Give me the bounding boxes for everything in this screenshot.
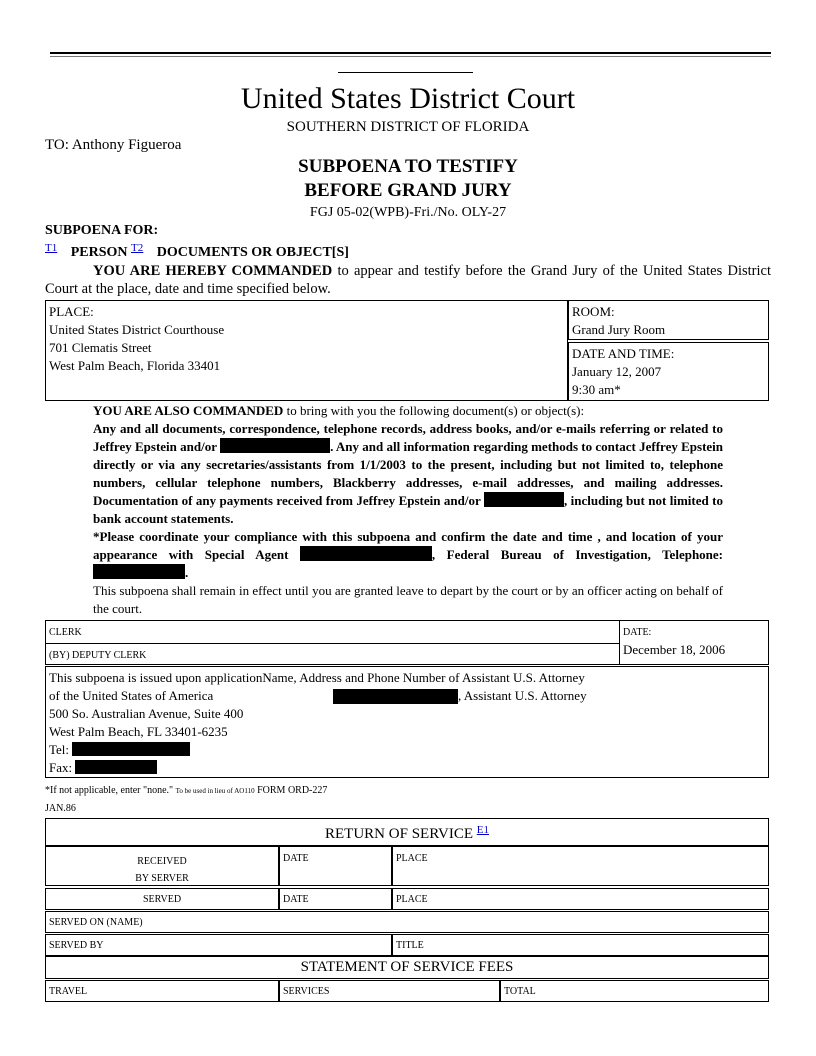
effect-paragraph: This subpoena shall remain in effect until you are granted leave to depart by the court or by an officer acting on behalf of the court.	[93, 583, 723, 616]
service-fees-title: STATEMENT OF SERVICE FEES	[300, 959, 514, 975]
services-cell	[279, 980, 500, 1002]
title-label: TITLE	[396, 940, 424, 951]
form-date: JAN.86	[45, 803, 76, 814]
served-date-cell	[279, 888, 392, 910]
redaction-attorney-name	[333, 689, 458, 704]
attorney-line4: West Palm Beach, FL 33401-6235	[49, 724, 228, 739]
footnote-none: *If not applicable, enter "none."	[45, 785, 174, 796]
footnote-link-e1[interactable]: E1	[476, 824, 489, 836]
command-lead: YOU ARE HEREBY COMMANDED	[93, 263, 333, 279]
served-by-cell	[45, 934, 392, 956]
also-commanded-rest: to bring with you the following document(s) or object(s):	[283, 403, 585, 418]
fax-label: Fax:	[49, 760, 73, 775]
deputy-clerk-box	[45, 643, 620, 665]
served-on-label: SERVED ON (NAME)	[49, 917, 143, 928]
datetime-date: January 12, 2007	[572, 364, 662, 379]
form-footnote	[45, 785, 327, 796]
request-text-3: , including but not limited to bank account statements.	[93, 493, 723, 526]
also-commanded-bold: YOU ARE ALSO COMMANDED	[93, 403, 284, 418]
total-label: TOTAL	[504, 986, 536, 997]
tel-label: Tel:	[49, 742, 70, 757]
attorney-line2	[49, 687, 765, 705]
district-name: SOUTHERN DISTRICT OF FLORIDA	[286, 119, 530, 135]
received-cell	[45, 846, 279, 886]
place-line3: West Palm Beach, Florida 33401	[49, 358, 221, 373]
request-text-2: . Any and all information regarding methods to contact Jeffrey Epstein directly or via any secretaries/assistants from 1/1/2003 to the present, including but not limited to, telephone numbers, cellular telephone numbers, Blackberry addresses, e-mail addresses, and mailing addresses. Documentation of any payments received from Jeffrey Epstein and/or	[93, 439, 724, 508]
served-cell	[45, 888, 279, 910]
service-fees-header	[45, 956, 769, 979]
request-text-1: Any and all documents, correspondence, telephone records, address books, and/or e-mails referring or related to Jeffrey Epstein and/or	[93, 421, 723, 454]
clerk-box	[45, 620, 620, 644]
services-label: SERVICES	[283, 986, 330, 997]
travel-label: TRAVEL	[49, 986, 88, 997]
served-on-cell	[45, 911, 769, 933]
place-label: PLACE:	[49, 304, 94, 319]
attorney-box	[45, 666, 769, 778]
coordination-text-2: , Federal Bureau of Investigation, Telephone:	[431, 547, 724, 562]
received-date-label: DATE	[283, 853, 309, 864]
footnote-link-t1[interactable]: T1	[45, 242, 58, 254]
received-place-cell	[392, 846, 769, 886]
subpoena-for-options	[45, 242, 349, 261]
attorney-tel	[49, 741, 765, 759]
served-label: SERVED	[142, 894, 182, 905]
title-cell	[392, 934, 769, 956]
footnote-link-t2[interactable]: T2	[131, 242, 144, 254]
total-cell	[500, 980, 769, 1002]
room-box	[568, 300, 769, 340]
by-server-label: BY SERVER	[135, 873, 189, 884]
room-value: Grand Jury Room	[572, 322, 666, 337]
also-commanded-lead	[93, 402, 723, 420]
place-line1: United States District Courthouse	[49, 322, 225, 337]
footnote-lieu: To be used in lieu of AO110	[175, 787, 255, 795]
redaction-tel	[72, 742, 190, 756]
footnote-form: FORM ORD-227	[257, 785, 328, 796]
case-number: FGJ 05-02(WPB)-Fri./No. OLY-27	[309, 205, 507, 220]
travel-cell	[45, 980, 279, 1002]
return-of-service-title: RETURN OF SERVICE	[325, 826, 473, 842]
clerk-date-value: December 18, 2006	[623, 642, 726, 657]
datetime-box	[568, 342, 769, 401]
command-paragraph	[45, 262, 771, 298]
subpoena-title-line1: SUBPOENA TO TESTIFY	[298, 156, 518, 177]
coordination-paragraph	[93, 528, 723, 582]
attorney-line3: 500 So. Australian Avenue, Suite 400	[49, 706, 244, 721]
datetime-label: DATE AND TIME:	[572, 346, 675, 361]
place-box	[45, 300, 568, 401]
served-by-label: SERVED BY	[49, 940, 104, 951]
person-option: PERSON	[70, 245, 128, 260]
received-text	[46, 853, 278, 887]
coordination-text-1: *Please coordinate your compliance with this subpoena and confirm the date and time , and location of your appearance with Special Agent	[93, 529, 723, 562]
place-line2: 701 Clematis Street	[49, 340, 152, 355]
redaction-agent	[300, 546, 432, 561]
attorney-line2-title: , Assistant U.S. Attorney	[458, 688, 587, 703]
coordination-text-3: .	[185, 565, 189, 580]
court-title: United States District Court	[240, 82, 576, 115]
served-place-cell	[392, 888, 769, 910]
received-place-label: PLACE	[396, 853, 428, 864]
subpoena-title-line2: BEFORE GRAND JURY	[304, 180, 512, 201]
subpoena-title	[0, 155, 816, 203]
clerk-label: CLERK	[49, 627, 82, 638]
redaction-fax	[75, 760, 157, 774]
redaction-name-2	[484, 492, 564, 507]
top-rule	[50, 52, 771, 54]
received-label: RECEIVED	[137, 856, 187, 867]
served-place-label: PLACE	[396, 894, 428, 905]
return-of-service-title-row	[46, 824, 768, 843]
return-of-service-header	[45, 818, 769, 846]
received-date-cell	[279, 846, 392, 886]
attorney-line2-org: of the United States of America	[49, 688, 214, 703]
subpoena-for-label: SUBPOENA FOR:	[45, 223, 159, 238]
attorney-fax	[49, 759, 765, 777]
attorney-line1: This subpoena is issued upon applicationName, Address and Phone Number of Assistant U.S. Attorney	[49, 670, 585, 685]
redaction-name-1	[220, 438, 330, 453]
deputy-clerk-label: (BY) DEPUTY CLERK	[49, 650, 147, 661]
documents-option: DOCUMENTS OR OBJECT[S]	[156, 245, 349, 260]
clerk-date-box	[619, 620, 769, 665]
redaction-phone	[93, 564, 185, 579]
recipient-line: TO: Anthony Figueroa	[45, 137, 182, 153]
short-rule	[338, 72, 473, 73]
top-rule-secondary	[50, 56, 771, 57]
room-label: ROOM:	[572, 304, 615, 319]
clerk-date-label: DATE:	[623, 627, 652, 638]
documents-requested	[93, 420, 723, 528]
served-date-label: DATE	[283, 894, 309, 905]
datetime-time: 9:30 am*	[572, 382, 621, 397]
command-text: to appear and testify before the Grand Jury of the United States District Court at the place, date and time specified below.	[45, 263, 771, 297]
